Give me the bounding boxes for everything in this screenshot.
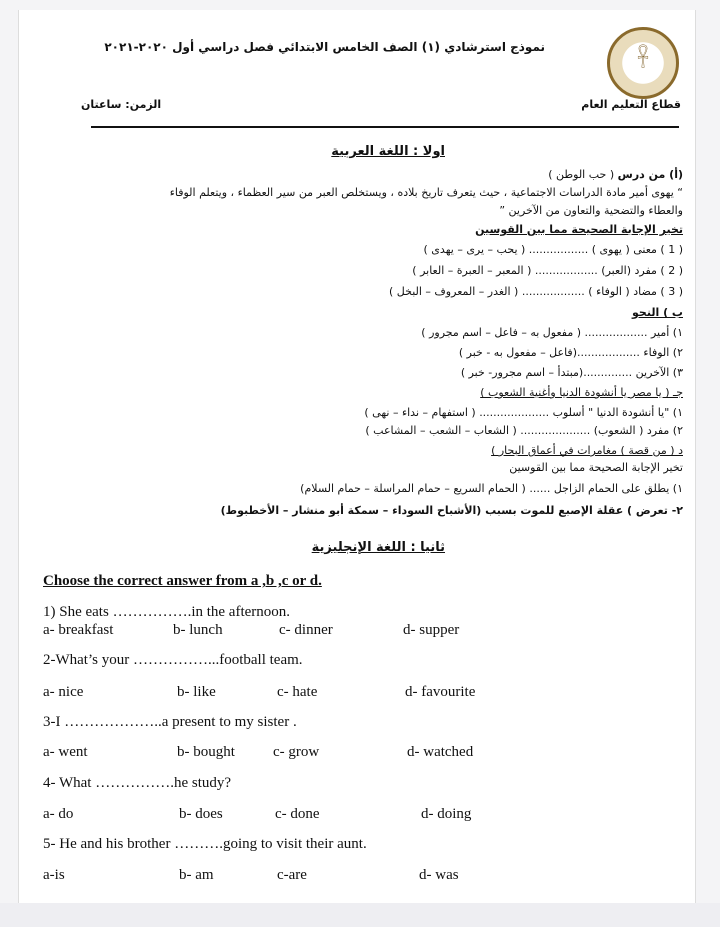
section-c-label: جـ ( يا مصر يا أنشودة الدنيا وأغنية الشعوب ) bbox=[480, 386, 683, 399]
question-b2: ٢) الوفاء ..................(فاعل – مفعول به - خبر ) bbox=[458, 346, 683, 359]
option-1a: a- breakfast bbox=[43, 622, 114, 638]
exam-title: نموذج استرشادي (١) الصف الخامس الابتدائي فصل دراسي أول ٢٠٢٠-٢٠٢١ bbox=[104, 40, 545, 54]
question-d1: ١) يطلق على الحمام الزاجل ...... ( الحمام السريع – حمام المراسلة – حمام السلام) bbox=[300, 482, 683, 495]
exam-page bbox=[18, 10, 696, 903]
option-1d: d- supper bbox=[403, 622, 460, 638]
question-a2: ( 2 ) مفرد (العبر) .................. ( المعبر – العبرة – العابر ) bbox=[412, 264, 683, 277]
option-5a: a-is bbox=[43, 867, 65, 883]
option-5b: b- am bbox=[179, 867, 214, 883]
question-two: ٢- تعرض ) عقلة الإصبع للموت بسبب (الأشباح السوداء – سمكة أبو منشار – الأخطبوط) bbox=[220, 504, 683, 517]
english-heading: ثانيا : اللغة الإنجليزية bbox=[311, 540, 445, 555]
question-b3: ٣) الآخرين ..............(مبتدأ – اسم مجرور- خبر ) bbox=[460, 366, 683, 379]
passage-line-2: والعطاء والتضحية والتعاون من الآخرين ” bbox=[499, 204, 683, 217]
english-question-1: 1) She eats …………….in the afternoon. bbox=[43, 604, 291, 620]
question-c1: ١) "يا أنشودة الدنيا " أسلوب .................... ( استفهام – نداء – نهى ) bbox=[364, 406, 683, 419]
question-a3: ( 3 ) مضاد ( الوفاء ) .................. ( الغدر – المعروف – البخل ) bbox=[388, 285, 683, 298]
ministry-seal-icon: 𓋹 bbox=[636, 48, 650, 73]
time-label: الزمن: ساعتان bbox=[81, 98, 162, 111]
question-c2: ٢) مفرد ( الشعوب) .................... ( الشعاب – الشعب – المشاعب ) bbox=[365, 424, 683, 437]
option-3b: b- bought bbox=[177, 744, 235, 760]
option-1c: c- dinner bbox=[279, 622, 333, 638]
sector-label: قطاع التعليم العام bbox=[581, 98, 681, 111]
section-b-label: ب ) النحو bbox=[632, 306, 683, 319]
option-3a: a- went bbox=[43, 744, 88, 760]
choose-instruction: تخير الإجابة الصحيحة مما بين القوسين bbox=[475, 223, 683, 236]
english-question-5: 5- He and his brother ……….going to visit their aunt. bbox=[43, 836, 367, 852]
option-3c: c- grow bbox=[273, 744, 320, 760]
english-question-2: 2-What’s your ……………...football team. bbox=[43, 652, 303, 668]
section-a-lesson: ( حب الوطن ) bbox=[548, 168, 615, 181]
option-4a: a- do bbox=[43, 806, 74, 822]
section-d-instruction: تخير الإجابة الصحيحة مما بين القوسين bbox=[509, 461, 683, 474]
option-4b: b- does bbox=[179, 806, 223, 822]
passage-line-1: “ يهوى أمير مادة الدراسات الاجتماعية ، حيث يتعرف تاريخ بلاده ، ويستخلص العبر من سير العظماء ، ويتعلم الوفاء bbox=[169, 186, 683, 199]
option-2d: d- favourite bbox=[405, 684, 476, 700]
option-4c: c- done bbox=[275, 806, 320, 822]
question-b1: ١) أمير .................. ( مفعول به – فاعل – اسم مجرور ) bbox=[421, 326, 683, 339]
section-a-line bbox=[548, 168, 683, 181]
english-instruction: Choose the correct answer from a ,b ,c or d. bbox=[43, 573, 322, 589]
option-2c: c- hate bbox=[277, 684, 318, 700]
english-question-4: 4- What …………….he study? bbox=[43, 775, 232, 791]
english-question-3: 3-I ………………..a present to my sister . bbox=[43, 714, 297, 730]
option-3d: d- watched bbox=[407, 744, 474, 760]
option-5d: d- was bbox=[419, 867, 459, 883]
question-a1: ( 1 ) معنى ( يهوى ) ................. ( يحب – يرى – يهدى ) bbox=[423, 243, 683, 256]
arabic-heading: اولا : اللغة العربية bbox=[331, 144, 445, 159]
section-d-label: د ( من قصة ) مغامرات في أعماق البحار ) bbox=[491, 444, 683, 457]
option-4d: d- doing bbox=[421, 806, 472, 822]
section-a-label: (أ) من درس bbox=[617, 168, 683, 181]
option-2b: b- like bbox=[177, 684, 216, 700]
viewer-footer bbox=[0, 903, 720, 927]
header-divider bbox=[91, 126, 679, 128]
option-2a: a- nice bbox=[43, 684, 84, 700]
ministry-logo bbox=[607, 27, 679, 99]
option-1b: b- lunch bbox=[173, 622, 223, 638]
option-5c: c-are bbox=[277, 867, 307, 883]
